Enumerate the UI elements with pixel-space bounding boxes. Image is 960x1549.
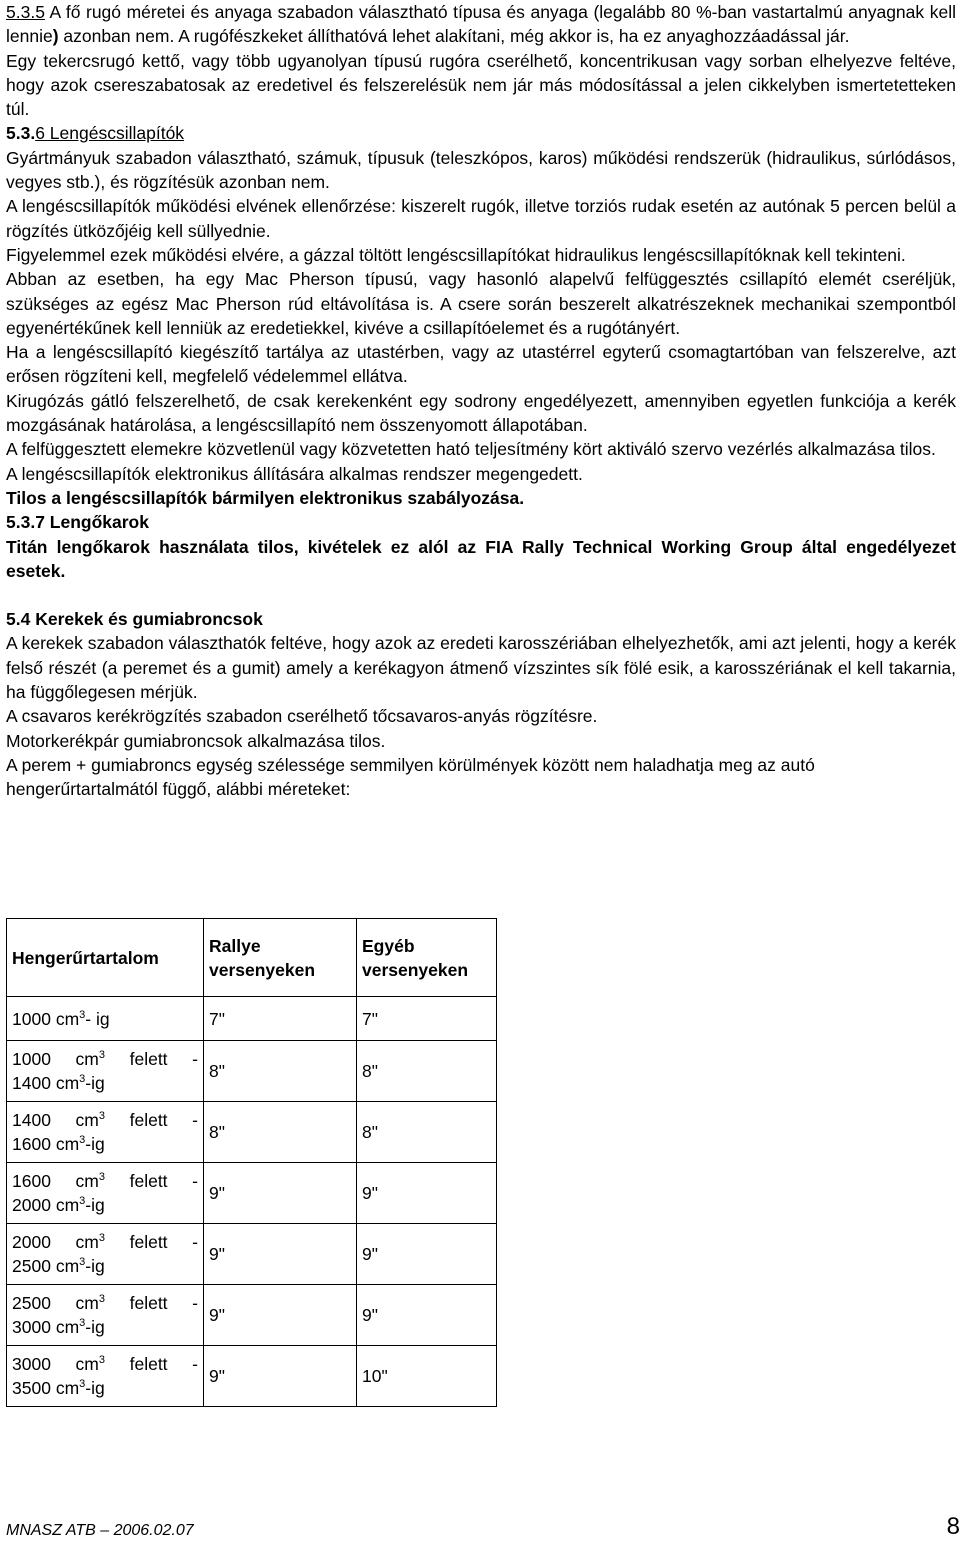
table-row <box>7 1346 497 1407</box>
paragraph: Ha a lengéscsillapító kiegészítő tartálya az utastérben, vagy az utastérrel egyterű csomagtartóban van felszerelve, azt erősen rögzíteni kell, megfelelő védelemmel ellátva. <box>6 342 956 387</box>
table-header-row <box>7 919 497 997</box>
section-5-3-5 <box>6 0 956 49</box>
paragraph: A lengéscsillapítók működési elvének ellenőrzése: kiszerelt rugók, illetve torziós rudak esetén az autónak 5 percen belül a rögzítés ütközőjéig kell süllyednie. <box>6 196 956 241</box>
other-cell: 7" <box>357 997 497 1041</box>
other-cell: 9" <box>357 1163 497 1224</box>
paragraph: Egy tekercsrugó kettő, vagy több ugyanolyan típusú rugóra cserélhető, koncentrikusan vagy sorban elhelyezve feltéve, hogy azok csereszabatosak az eredetivel és felszerelésük nem jár más módosítással a jelen cikkelyben ismertetetteken túl. <box>6 50 956 120</box>
displacement-cell: 1400 $cm^3$ felett - 1600 $cm^3-ig$ <box>7 1102 204 1163</box>
rally-cell: 8" <box>204 1041 357 1102</box>
other-cell: 10" <box>357 1346 497 1407</box>
other-cell: 8" <box>357 1102 497 1163</box>
paragraph: A felfüggesztett elemekre közvetlenül vagy közvetetten ható teljesítmény kört aktiváló szervo vezérlés alkalmazása tilos. <box>6 439 936 460</box>
heading-5-3-6: 5.3.6 Lengéscsillapítók <box>6 123 185 144</box>
page-number: 8 <box>946 1513 960 1540</box>
header-displacement: Hengerűrtartalom <box>7 919 204 997</box>
table-row <box>7 1102 497 1163</box>
displacement-cell: 1000 $cm^3$ felett - 1400 $cm^3-ig$ <box>7 1041 204 1102</box>
footer-document-id: MNASZ ATB – 2006.02.07 <box>6 1522 194 1539</box>
bold-paragraph: Titán lengőkarok használata tilos, kivételek ez alól az FIA Rally Technical Working Group által engedélyezet esetek. <box>6 536 956 581</box>
displacement-cell: 1600 $cm^3$ felett - 2000 $cm^3-ig$ <box>7 1163 204 1224</box>
displacement-cell: 3000 $cm^3$ felett - 3500 $cm^3-ig$ <box>7 1346 204 1407</box>
table-row <box>7 1041 497 1102</box>
rally-cell: 7" <box>204 997 357 1041</box>
paragraph: Abban az esetben, ha egy Mac Pherson típusú, vagy hasonló alapelvű felfüggesztés csillapító elemét cseréljük, szükséges az egész Mac Pherson rúd eltávolítása is. A csere során beszerelt alkatrészeknek mechanikai szempontból egyenértékűnek kell lenniük az eredetiekkel, kivéve a csillapítóelemet és a rugótányért. <box>6 269 956 338</box>
other-cell: 8" <box>357 1041 497 1102</box>
displacement-cell: 1000 $cm^3-$ ig <box>7 997 204 1041</box>
rally-cell: 9" <box>204 1346 357 1407</box>
section-text-cont: azonban nem. A rugófészkeket állíthatóvá lehet alakítani, még akkor is, ha ez anyaghozzáadással jár. <box>58 26 850 47</box>
header-other: Egyéb versenyeken <box>357 919 497 997</box>
displacement-cell: 2500 $cm^3$ felett - 3000 $cm^3-ig$ <box>7 1285 204 1346</box>
paragraph: A perem + gumiabroncs egység szélessége semmilyen körülmények között nem haladhatja meg az autó hengerűrtartalmától függő, alábbi méreteket: <box>6 754 815 800</box>
other-cell: 9" <box>357 1285 497 1346</box>
rally-cell: 9" <box>204 1285 357 1346</box>
heading-5-4: 5.4 Kerekek és gumiabroncsok <box>6 609 263 630</box>
displacement-cell: 2000 $cm^3$ felett - 2500 $cm^3-ig$ <box>7 1224 204 1285</box>
section-number: 5.3.5 <box>6 2 45 22</box>
document-body <box>6 0 956 1398</box>
heading-5-3-7: 5.3.7 Lengőkarok <box>6 512 149 533</box>
bold-paragraph: Tilos a lengéscsillapítók bármilyen elektronikus szabályozása. <box>6 487 525 508</box>
header-rally: Rallye versenyeken <box>204 919 357 997</box>
rally-cell: 9" <box>204 1163 357 1224</box>
table-row <box>7 997 497 1041</box>
other-cell: 9" <box>357 1224 497 1285</box>
section-text: A fő rugó méretei és anyaga szabadon választható típusa és anyaga (legalább 80 %-ban vastartalmú anyagnak kell lennie <box>6 2 956 47</box>
paragraph: Kirugózás gátló felszerelhető, de csak kerekenként egy sodrony engedélyezett, amennyiben egyetlen funkciója a kerék mozgásának határolása, a lengéscsillapító nem összenyomott állapotában. <box>6 390 956 436</box>
wheel-width-table <box>6 918 497 1407</box>
table-row <box>7 1285 497 1346</box>
paragraph: A lengéscsillapítók elektronikus állítására alkalmas rendszer megengedett. <box>6 463 583 484</box>
table-row <box>7 1224 497 1285</box>
rally-cell: 9" <box>204 1224 357 1285</box>
paragraph: Motorkerékpár gumiabroncsok alkalmazása tilos. <box>6 730 386 751</box>
paragraph: Figyelemmel ezek működési elvére, a gázzal töltött lengéscsillapítókat hidraulikus lengéscsillapítóknak kell tekinteni. <box>6 244 906 265</box>
table-row <box>7 1163 497 1224</box>
rally-cell: 8" <box>204 1102 357 1163</box>
closing-paren: ) <box>52 26 59 47</box>
paragraph: A kerekek szabadon választhatók feltéve, hogy azok az eredeti karosszériában elhelyezhetők, ami azt jelenti, hogy a kerék felső részét (a peremet és a gumit) amely a kerékagyon átmenő vízszintes sík fölé esik, a karosszériának el kell takarnia, ha függőlegesen mérjük. <box>6 633 956 703</box>
paragraph: A csavaros kerékrögzítés szabadon cserélhető tőcsavaros-anyás rögzítésre. <box>6 706 598 727</box>
paragraph: Gyártmányuk szabadon választható, számuk, típusuk (teleszkópos, karos) működési rendszerük (hidraulikus, súrlódásos, vegyes stb.), és rögzítésük azonban nem. <box>6 147 956 193</box>
